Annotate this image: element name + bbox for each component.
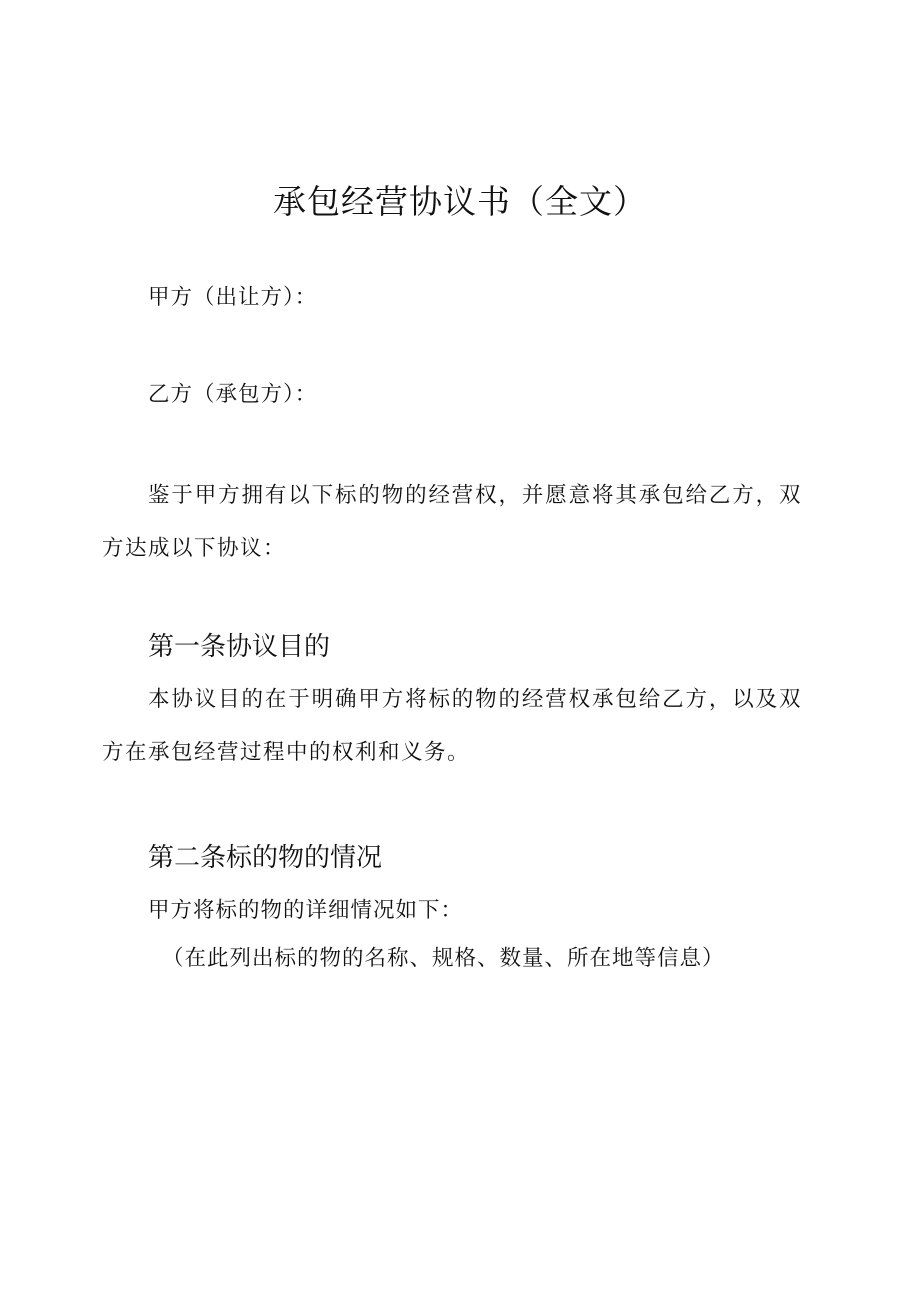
party-b-label: 乙方（承包方）： xyxy=(148,382,318,407)
section-1-body: 本协议目的在于明确甲方将标的物的经营权承包给乙方，以及双方在承包经营过程中的权利和义务。 xyxy=(102,687,802,765)
party-a-label: 甲方（出让方）： xyxy=(148,285,318,310)
section-2-body: 甲方将标的物的详细情况如下： xyxy=(148,898,464,923)
intro-paragraph: 鉴于甲方拥有以下标的物的经营权，并愿意将其承包给乙方，双方达成以下协议： xyxy=(102,483,802,561)
section-2-note: （在此列出标的物的名称、规格、数量、所在地等信息） xyxy=(162,946,725,971)
document-title: 承包经营协议书（全文） xyxy=(273,182,647,221)
section-1-heading: 第一条协议目的 xyxy=(148,632,331,662)
section-2-heading: 第二条标的物的情况 xyxy=(148,843,383,873)
